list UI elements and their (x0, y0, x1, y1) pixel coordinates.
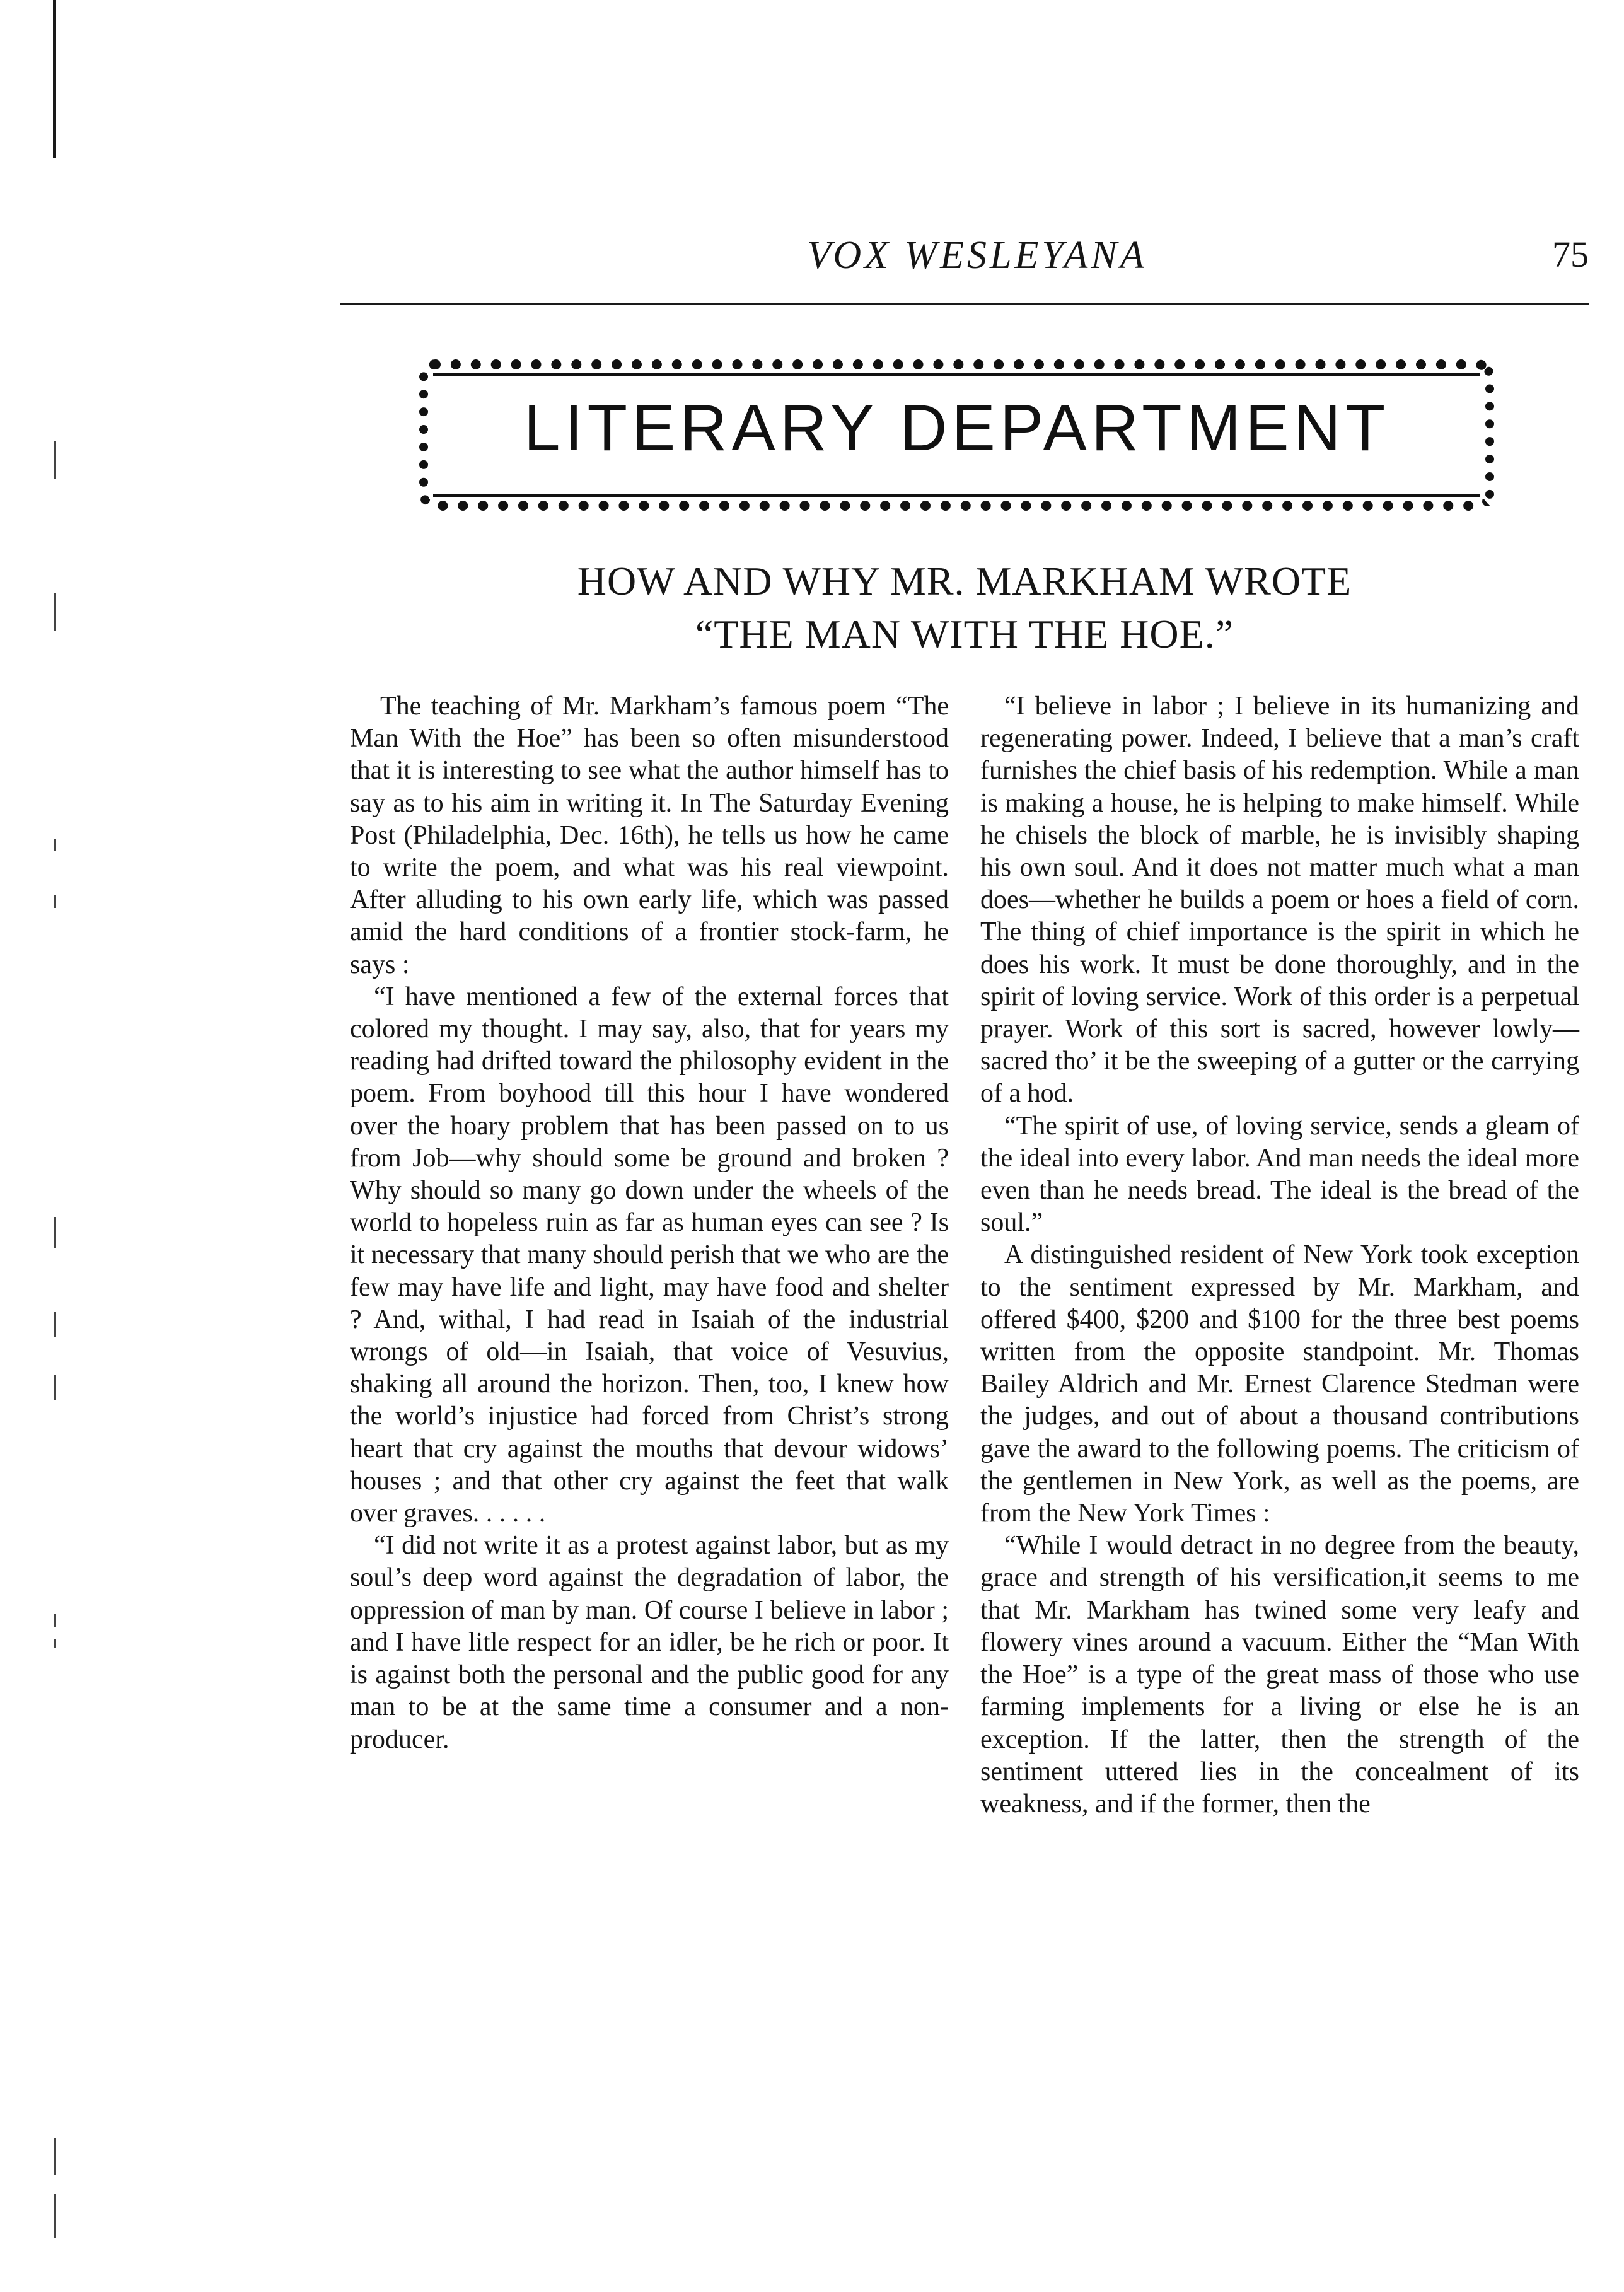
left-column (350, 690, 949, 1756)
margin-mark (54, 593, 56, 631)
margin-mark (54, 2194, 56, 2238)
article-title (340, 555, 1589, 661)
article-title-line: “THE MAN WITH THE HOE.” (695, 612, 1234, 656)
department-banner (419, 359, 1494, 511)
margin-mark (54, 1217, 56, 1248)
journal-title: VOX WESLEYANA (807, 234, 1147, 277)
margin-mark (54, 441, 56, 479)
paragraph: A distinguished resident of New York took exception to the sentiment expressed by Mr. Markham, and offered $400, $200 and $100 for the three best poems written from the opposite standpoint. Mr. Thomas Bailey Aldrich and Mr. Ernest Clarence Stedman were the judges, and out of about a thousand contributions gave the award to the following poems. The criticism of the gentlemen in New York, as well as the poems, are from the New York Times : (980, 1240, 1579, 1528)
margin-mark (54, 895, 56, 908)
paragraph: The teaching of Mr. Markham’s famous poem “The Man With the Hoe” has been so often misunderstood that it is interesting to see what the author himself has to say as to his aim in writing it. In The Saturday Evening Post (Philadelphia, Dec. 16th), he tells us how he came to write the poem, and what was his real viewpoint. After alluding to his own early life, which was passed amid the hard conditions of a frontier stock-farm, he says : (350, 692, 949, 979)
paragraph: “I believe in labor ; I believe in its humanizing and regenerating power. Indeed, I believe that a man’s craft furnishes the chief basis of his redemption. While a man is making a house, he is helping to make himself. While he chisels the block of marble, he is invisibly shaping his own soul. And it does not matter much what a man does—whether he builds a poem or hoes a field of corn. The thing of chief importance is the spirit in which he does his work. It must be done thoroughly, and in the spirit of loving service. Work of this order is a perpetual prayer. Work of this sort is sacred, however lowly—sacred tho’ it be the sweeping of a gutter or the carrying of a hod. (980, 692, 1579, 1108)
margin-mark (54, 1375, 56, 1400)
paragraph: “While I would detract in no degree from the beauty, grace and strength of his versification,it seems to me that Mr. Markham has twined some very leafy and flowery vines around a vacuum. Either the “Man With the Hoe” is a type of the great mass of those who use farming implements for a living or else he is an exception. If the latter, then the strength of the sentiment uttered lies in the concealment of its weakness, and if the former, then the (980, 1531, 1579, 1818)
margin-mark (54, 1639, 56, 1648)
margin-mark (54, 1312, 56, 1337)
margin-mark (54, 1614, 56, 1627)
article-title-line: HOW AND WHY MR. MARKHAM WROTE (577, 559, 1352, 603)
paragraph: “I have mentioned a few of the external forces that colored my thought. I may say, also, that for years my reading had drifted toward the philosophy evident in the poem. From boyhood till this hour I have wondered over the hoary problem that has been passed on to us from Job—why should some be ground and broken ? Why should so many go down under the wheels of the world to hopeless ruin as far as human eyes can see ? Is it necessary that many should perish that we who are the few may have life and light, may have food and shelter ? And, withal, I had read in Isaiah of the industrial wrongs of old—in Isaiah, that voice of Vesuvius, shaking all around the horizon. Then, too, I knew how the world’s injustice had forced from Christ’s strong heart that cry against the mouths that devour widows’ houses ; and that other cry against the feet that walk over graves. . . . . . (350, 982, 949, 1528)
margin-rule (53, 0, 56, 158)
margin-mark (54, 839, 56, 851)
department-title: LITERARY DEPARTMENT (523, 392, 1390, 465)
page-number: 75 (1552, 234, 1589, 275)
margin-mark (54, 2138, 56, 2175)
paragraph: “The spirit of use, of loving service, sends a gleam of the ideal into every labor. And man needs the ideal more even than he needs bread. The ideal is the bread of the soul.” (980, 1111, 1579, 1238)
paragraph: “I did not write it as a protest against labor, but as my soul’s deep word against the degradation of labor, the oppression of man by man. Of course I believe in labor ; and I have litle respect for an idler, be he rich or poor. It is against both the personal and the public good for any man to be at the same time a consumer and a non-producer. (350, 1531, 949, 1754)
right-column (980, 690, 1579, 1820)
running-head (340, 233, 1589, 290)
header-rule (340, 303, 1589, 305)
